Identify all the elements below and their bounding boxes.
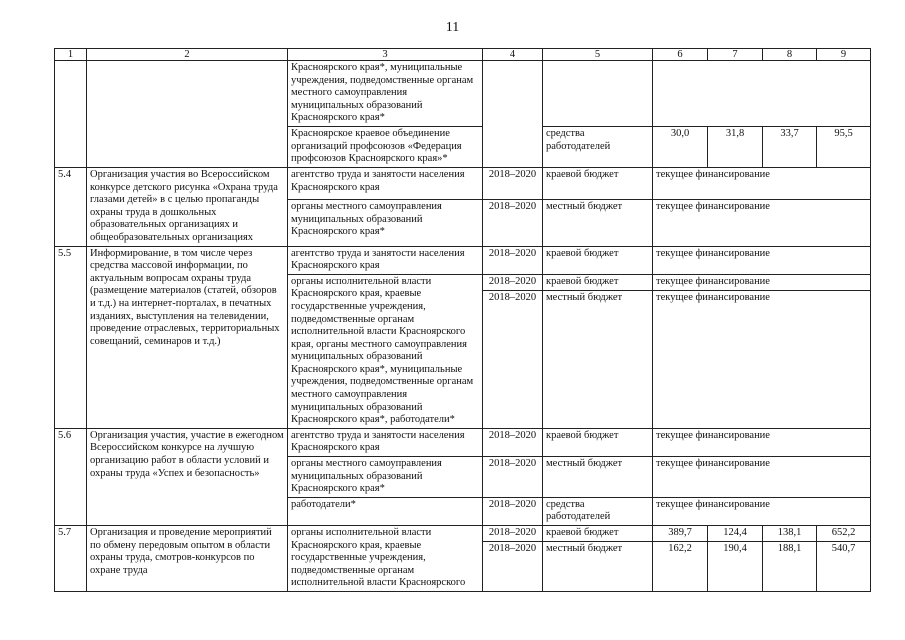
program-table [54, 48, 871, 592]
source-cell: краевой бюджет [543, 428, 653, 456]
financing-cell: текущее финансирование [653, 274, 871, 291]
exec-cell: работодатели* [288, 497, 483, 525]
num-cell: 5.5 [55, 246, 87, 428]
source-cell: краевой бюджет [543, 246, 653, 274]
source-cell: средства работодателей [543, 497, 653, 525]
amount-2018: 162,2 [653, 542, 708, 592]
table-row [55, 61, 871, 127]
desc-cell [87, 61, 288, 168]
financing-cell: текущее финансирование [653, 246, 871, 274]
source-cell: краевой бюджет [543, 526, 653, 542]
years-cell: 2018–2020 [483, 199, 543, 246]
desc-cell: Организация и проведение мероприятий по обмену передовым опытом в области охраны труда, смотров-конкурсов по охране труда [87, 526, 288, 592]
source-cell: краевой бюджет [543, 167, 653, 199]
table-row [55, 246, 871, 274]
exec-cell: Красноярского края*, муниципальные учреждения, подведомственные органам местного самоуправления муниципальных образований Красноярского края* [288, 61, 483, 127]
exec-cell: органы исполнительной власти Красноярского края, краевые государственные учреждения, подведомственные органам исполнительной власти Красноярского края, органы местного самоуправления муниципальных образований Красноярского края*, муниципальные учреждения, подведомственные органам местного самоуправления муниципальных образований Красноярского края*, работодатели* [288, 274, 483, 428]
years-cell: 2018–2020 [483, 457, 543, 498]
years-cell: 2018–2020 [483, 274, 543, 291]
header-cell: 1 [55, 49, 87, 61]
financing-cell: текущее финансирование [653, 167, 871, 199]
years-cell: 2018–2020 [483, 542, 543, 592]
header-cell: 6 [653, 49, 708, 61]
exec-cell: органы местного самоуправления муниципальных образований Красноярского края* [288, 199, 483, 246]
amount-2018: 30,0 [653, 126, 708, 167]
years-cell [483, 61, 543, 168]
amount-2020: 138,1 [763, 526, 817, 542]
source-cell: местный бюджет [543, 291, 653, 429]
page-number: 11 [445, 20, 460, 35]
num-cell: 5.4 [55, 167, 87, 246]
exec-cell: агентство труда и занятости населения Красноярского края [288, 167, 483, 199]
years-cell: 2018–2020 [483, 291, 543, 429]
amount-2019: 124,4 [708, 526, 763, 542]
desc-cell: Организация участия во Всероссийском конкурсе детского рисунка «Охрана труда глазами детей» в с целью пропаганды охраны труда в дошкольных образовательных организациях и общеобразовательных организациях [87, 167, 288, 246]
desc-cell: Организация участия, участие в ежегодном Всероссийском конкурсе на лучшую организацию работ в области условий и охраны труда «Успех и безопасность» [87, 428, 288, 525]
amount-cell [653, 61, 871, 127]
years-cell: 2018–2020 [483, 497, 543, 525]
num-cell: 5.7 [55, 526, 87, 592]
exec-cell: Красноярское краевое объединение организаций профсоюзов «Федерация профсоюзов Красноярского края»* [288, 126, 483, 167]
header-cell: 8 [763, 49, 817, 61]
desc-cell: Информирование, в том числе через средства массовой информации, по актуальным вопросам охраны труда (размещение материалов (статей, обзоров и т.д.) на интернет-порталах, в печатных изданиях, выступления на телевидении, проведение отраслевых, территориальных совещаний, семинаров и т.д.) [87, 246, 288, 428]
financing-cell: текущее финансирование [653, 428, 871, 456]
amount-2020: 33,7 [763, 126, 817, 167]
table-row [55, 526, 871, 542]
amount-total: 540,7 [817, 542, 871, 592]
table-row [55, 167, 871, 199]
exec-cell: органы исполнительной власти Красноярского края, краевые государственные учреждения, подведомственные органам исполнительной власти Красноярского [288, 526, 483, 592]
exec-cell: органы местного самоуправления муниципальных образований Красноярского края* [288, 457, 483, 498]
amount-2020: 188,1 [763, 542, 817, 592]
num-cell: 5.6 [55, 428, 87, 525]
amount-2019: 190,4 [708, 542, 763, 592]
financing-cell: текущее финансирование [653, 497, 871, 525]
header-cell: 9 [817, 49, 871, 61]
source-cell: краевой бюджет [543, 274, 653, 291]
exec-cell: агентство труда и занятости населения Красноярского края [288, 428, 483, 456]
amount-total: 95,5 [817, 126, 871, 167]
source-cell: местный бюджет [543, 542, 653, 592]
amount-2018: 389,7 [653, 526, 708, 542]
years-cell: 2018–2020 [483, 246, 543, 274]
source-cell [543, 61, 653, 127]
header-cell: 7 [708, 49, 763, 61]
financing-cell: текущее финансирование [653, 199, 871, 246]
header-row [55, 49, 871, 61]
header-cell: 3 [288, 49, 483, 61]
years-cell: 2018–2020 [483, 167, 543, 199]
amount-total: 652,2 [817, 526, 871, 542]
financing-cell: текущее финансирование [653, 457, 871, 498]
exec-cell: агентство труда и занятости населения Красноярского края [288, 246, 483, 274]
table-row [55, 428, 871, 456]
header-cell: 2 [87, 49, 288, 61]
source-cell: средства работодателей [543, 126, 653, 167]
source-cell: местный бюджет [543, 457, 653, 498]
amount-2019: 31,8 [708, 126, 763, 167]
financing-cell: текущее финансирование [653, 291, 871, 429]
source-cell: местный бюджет [543, 199, 653, 246]
years-cell: 2018–2020 [483, 526, 543, 542]
num-cell [55, 61, 87, 168]
header-cell: 5 [543, 49, 653, 61]
years-cell: 2018–2020 [483, 428, 543, 456]
header-cell: 4 [483, 49, 543, 61]
